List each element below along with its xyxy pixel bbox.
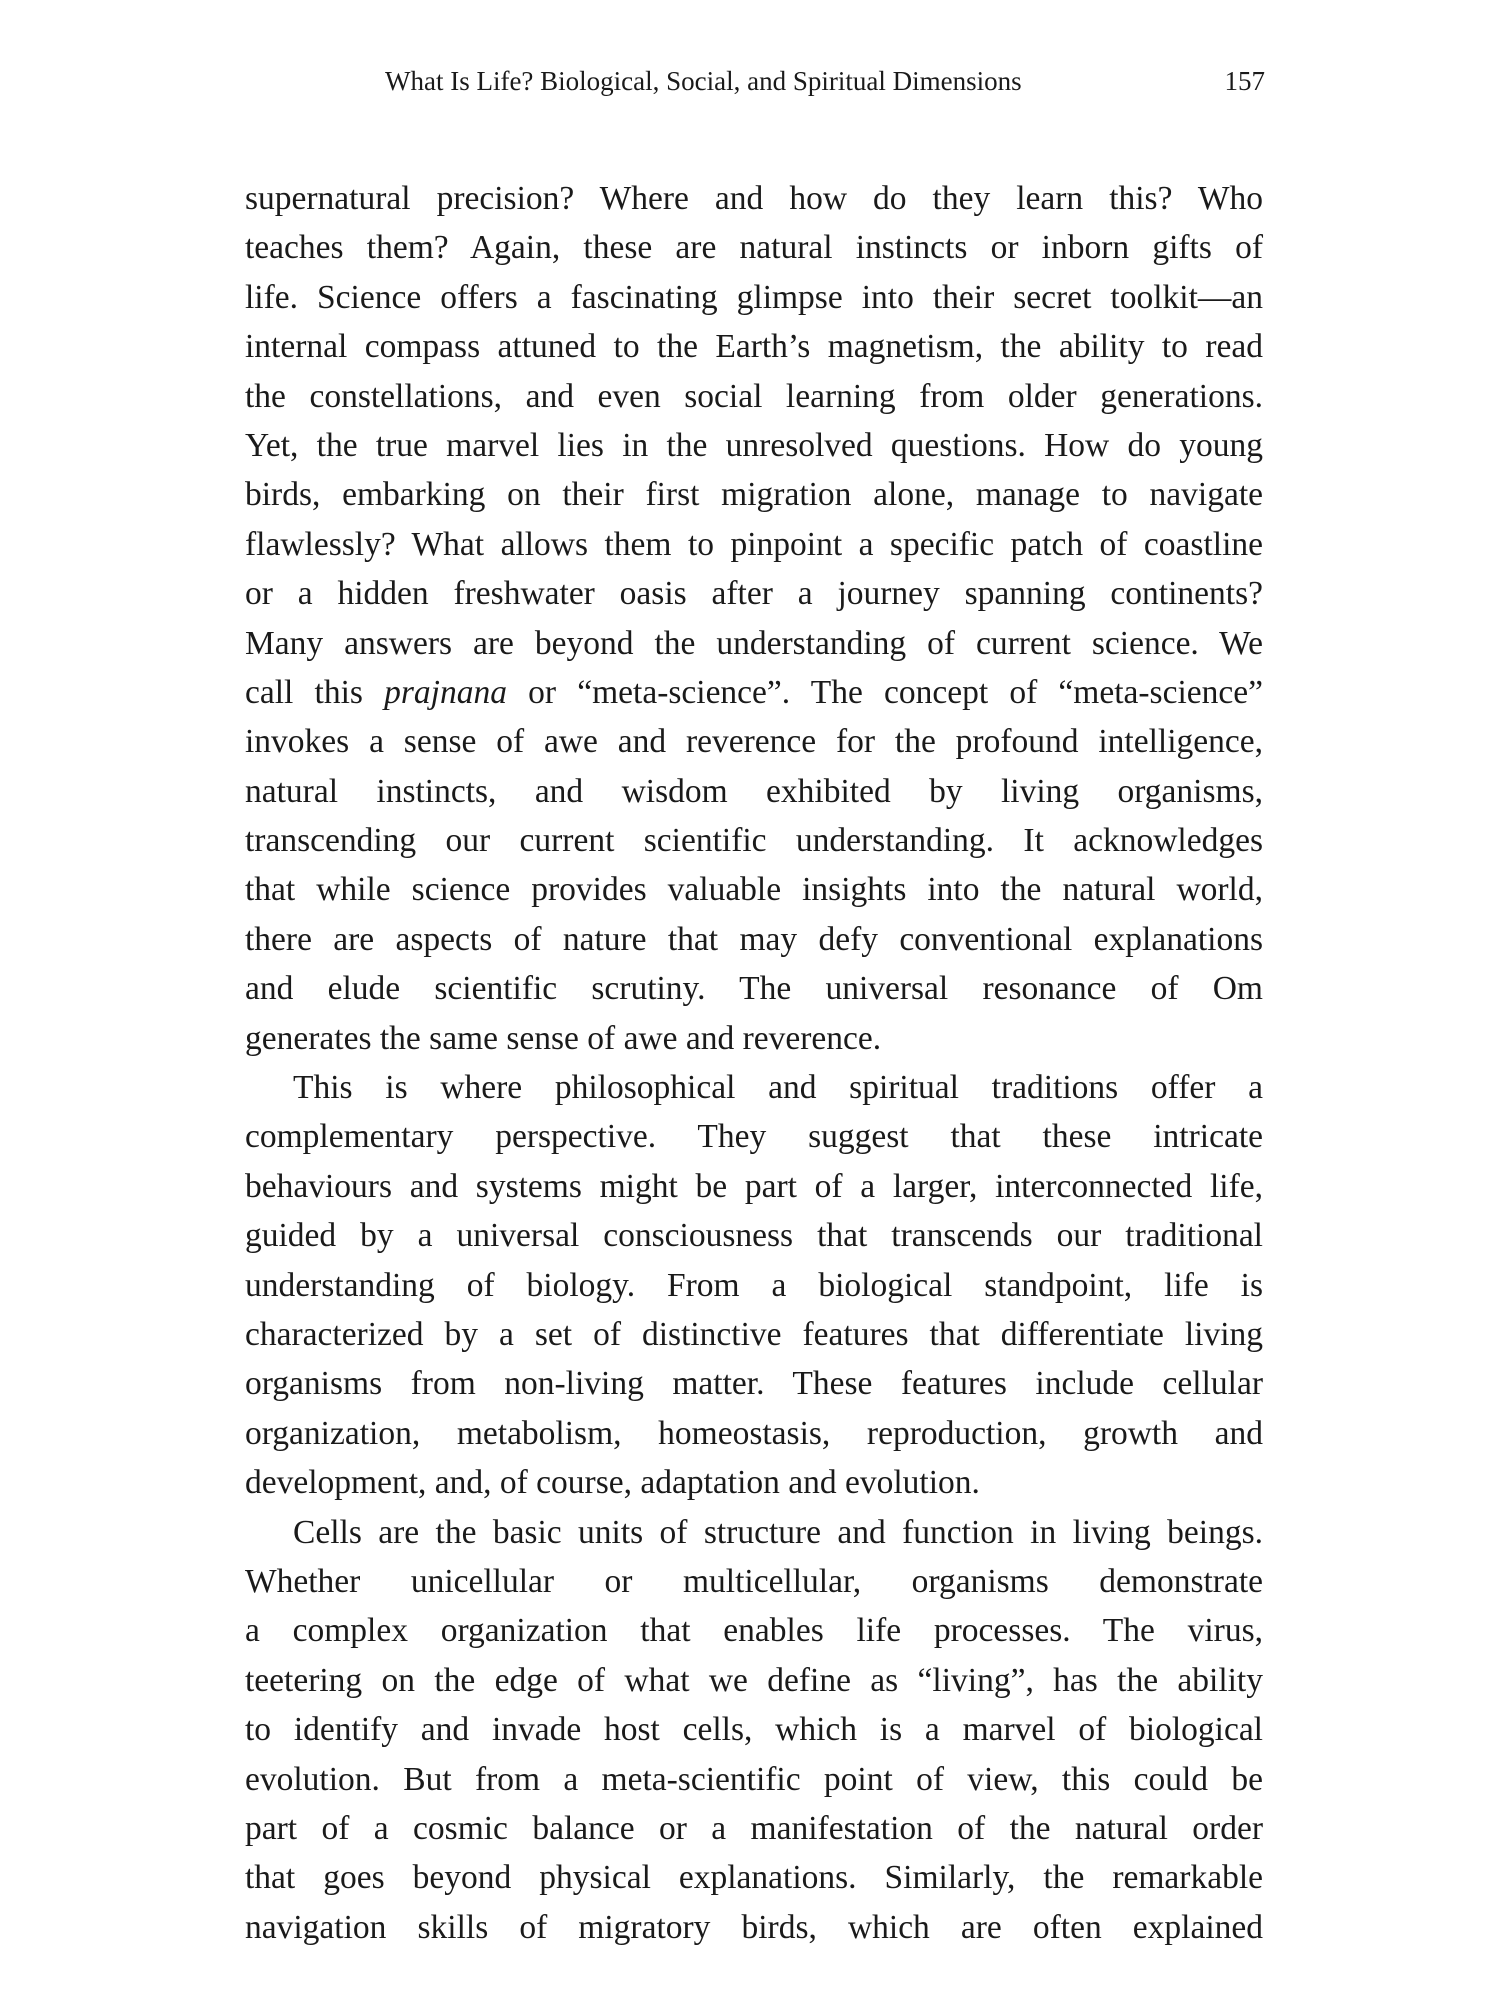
text-line: generates the same sense of awe and reverence. (245, 1019, 882, 1057)
text-line: understanding of biology. From a biological standpoint, life is (245, 1266, 1263, 1304)
page-number: 157 (1224, 66, 1265, 96)
text-line: there are aspects of nature that may defy conventional explanations (245, 920, 1263, 958)
text-segment: call this (245, 673, 385, 711)
text-line: organisms from non-living matter. These features include cellular (245, 1365, 1263, 1403)
text-line: the constellations, and even social learning from older generations. (245, 377, 1263, 415)
text-line: and elude scientific scrutiny. The universal resonance of Om (245, 970, 1263, 1008)
body-text (245, 174, 1263, 1952)
text-line: organization, metabolism, homeostasis, reproduction, growth and (245, 1414, 1263, 1452)
text-line: to identify and invade host cells, which is a marvel of biological (245, 1711, 1263, 1749)
italic-term: prajnana (384, 673, 507, 711)
text-line: complementary perspective. They suggest that these intricate (245, 1118, 1263, 1156)
text-line: characterized by a set of distinctive features that differentiate living (245, 1315, 1263, 1353)
text-line: natural instincts, and wisdom exhibited by living organisms, (245, 772, 1263, 810)
text-line: flawlessly? What allows them to pinpoint a specific patch of coastline (245, 525, 1263, 563)
text-line: or a hidden freshwater oasis after a journey spanning continents? (245, 575, 1263, 613)
text-line: life. Science offers a fascinating glimpse into their secret toolkit—an (245, 278, 1263, 316)
text-line: Whether unicellular or multicellular, organisms demonstrate (245, 1562, 1263, 1600)
text-line: a complex organization that enables life processes. The virus, (245, 1612, 1263, 1650)
text-line: that while science provides valuable insights into the natural world, (245, 871, 1263, 909)
running-header (385, 66, 1265, 110)
text-line: development, and, of course, adaptation and evolution. (245, 1464, 980, 1502)
text-line: that goes beyond physical explanations. Similarly, the remarkable (245, 1859, 1263, 1897)
text-line: supernatural precision? Where and how do they learn this? Who (245, 180, 1263, 217)
text-line: guided by a universal consciousness that transcends our traditional (245, 1217, 1263, 1255)
text-line: teetering on the edge of what we define as “living”, has the ability (245, 1661, 1263, 1699)
text-segment: or “meta-science”. The concept of “meta-science” (506, 673, 1263, 711)
text-line: teaches them? Again, these are natural instincts or inborn gifts of (245, 229, 1263, 267)
text-line: invokes a sense of awe and reverence for the profound intelligence, (245, 723, 1263, 761)
text-line: transcending our current scientific understanding. It acknowledges (245, 822, 1263, 860)
text-line: This is where philosophical and spiritual traditions offer a (293, 1069, 1263, 1107)
text-line: internal compass attuned to the Earth’s magnetism, the ability to read (245, 328, 1263, 366)
text-line: behaviours and systems might be part of a larger, interconnected life, (245, 1167, 1263, 1205)
text-line: evolution. But from a meta-scientific point of view, this could be (245, 1760, 1263, 1798)
text-line: navigation skills of migratory birds, which are often explained (245, 1908, 1263, 1946)
text-line: Yet, the true marvel lies in the unresolved questions. How do young (245, 426, 1263, 464)
text-line (245, 668, 1263, 717)
running-title: What Is Life? Biological, Social, and Spiritual Dimensions (385, 66, 1022, 96)
text-line: birds, embarking on their first migration alone, manage to navigate (245, 476, 1263, 514)
text-line: Cells are the basic units of structure and function in living beings. (293, 1513, 1263, 1551)
text-line: part of a cosmic balance or a manifestation of the natural order (245, 1809, 1263, 1847)
text-line: Many answers are beyond the understanding of current science. We (245, 624, 1263, 662)
